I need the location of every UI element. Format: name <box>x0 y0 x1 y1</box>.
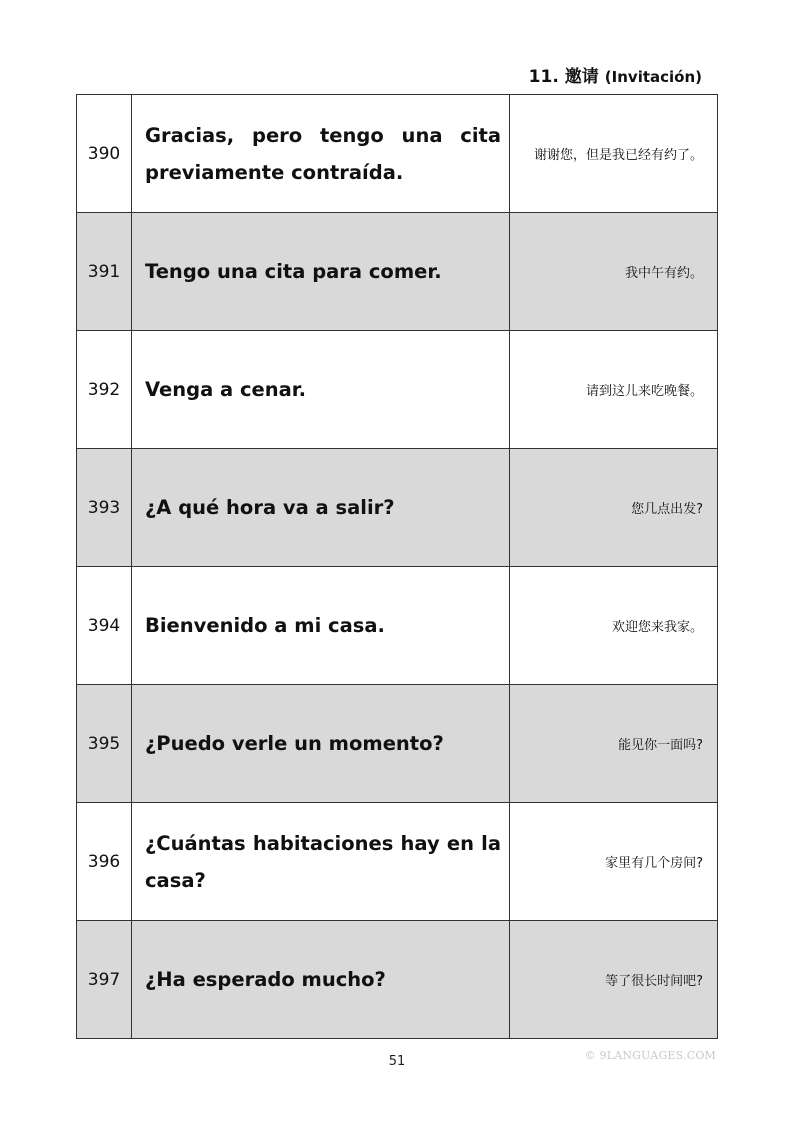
table-row <box>77 331 718 449</box>
spanish-phrase: ¿Cuántas habitaciones hay en la casa? <box>132 803 510 921</box>
spanish-phrase: Venga a cenar. <box>132 331 510 449</box>
section-header <box>529 62 702 87</box>
section-title-zh: 邀请 <box>564 67 599 87</box>
row-number: 395 <box>77 685 132 803</box>
section-title-es: (Invitación) <box>604 68 702 86</box>
chinese-translation: 请到这儿来吃晚餐。 <box>510 331 718 449</box>
chinese-translation: 谢谢您，但是我已经有约了。 <box>510 95 718 213</box>
chinese-translation: 家里有几个房间? <box>510 803 718 921</box>
table-row <box>77 449 718 567</box>
spanish-phrase: ¿A qué hora va a salir? <box>132 449 510 567</box>
row-number: 393 <box>77 449 132 567</box>
spanish-phrase: Bienvenido a mi casa. <box>132 567 510 685</box>
row-number: 390 <box>77 95 132 213</box>
chinese-translation: 能见你一面吗? <box>510 685 718 803</box>
page-number: 51 <box>388 1054 406 1069</box>
table-row <box>77 213 718 331</box>
phrase-table <box>76 94 718 1039</box>
spanish-phrase: ¿Puedo verle un momento? <box>132 685 510 803</box>
row-number: 396 <box>77 803 132 921</box>
chinese-translation: 欢迎您来我家。 <box>510 567 718 685</box>
row-number: 391 <box>77 213 132 331</box>
row-number: 394 <box>77 567 132 685</box>
table-row <box>77 685 718 803</box>
chinese-translation: 我中午有约。 <box>510 213 718 331</box>
spanish-phrase: Tengo una cita para comer. <box>132 213 510 331</box>
row-number: 397 <box>77 921 132 1039</box>
chinese-translation: 等了很长时间吧? <box>510 921 718 1039</box>
chinese-translation: 您几点出发? <box>510 449 718 567</box>
spanish-phrase: Gracias, pero tengo una cita previamente contraída. <box>132 95 510 213</box>
spanish-phrase: ¿Ha esperado mucho? <box>132 921 510 1039</box>
section-number: 11. <box>528 67 559 87</box>
table-row <box>77 921 718 1039</box>
table-row <box>77 803 718 921</box>
table-row <box>77 95 718 213</box>
table-row <box>77 567 718 685</box>
row-number: 392 <box>77 331 132 449</box>
watermark: © 9LANGUAGES.COM <box>584 1049 716 1062</box>
